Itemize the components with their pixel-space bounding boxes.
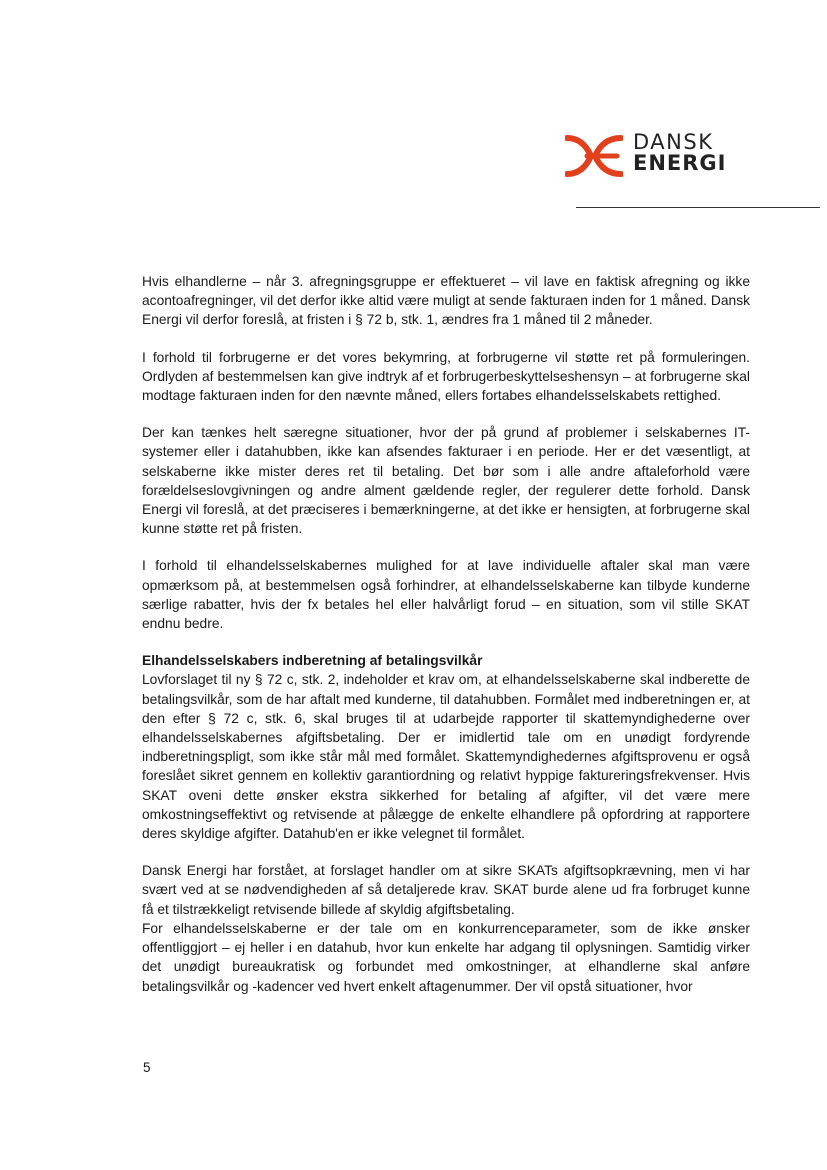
logo-wordmark <box>633 132 727 174</box>
document-body <box>142 272 750 1014</box>
paragraph-konkurrenceparameter: For elhandelsselskaberne er der tale om en konkurrenceparameter, som de ikke ønsker offentliggjort – ej heller i en datahub, hvor kun enkelte har adgang til oplysningen. Samtidig virker det unødigt bureaukratisk og forbundet med omkostninger, at elhandlerne skal anføre betalingsvilkår og -kadencer ved hvert enkelt aftagenummer. Der vil opstå situationer, hvor <box>142 920 750 994</box>
section-heading-indberetning: Elhandelsselskabers indberetning af betalingsvilkår <box>142 653 483 669</box>
page-number: 5 <box>143 1060 151 1075</box>
paragraph-afregning-frist: Hvis elhandlerne – når 3. afregningsgruppe er effektueret – vil lave en faktisk afregning og ikke acontoafregninger, vil det derfor ikke altid være muligt at sende fakturaen inden for 1 måned. Dansk Energi vil derfor foreslå, at fristen i § 72 b, stk. 1, ændres fra 1 måned til 2 måneder. <box>142 274 750 328</box>
logo-line-dansk: DANSK <box>633 130 714 154</box>
paragraph-lovforslag: Lovforslaget til ny § 72 c, stk. 2, indeholder et krav om, at elhandelsselskaberne skal indberette de betalingsvilkår, som de har aftalt med kunderne, til datahubben. Formålet med indberetningen er, at den efter § 72 c, stk. 6, skal bruges til at udarbejde rapporter til skattemyndighederne over elhandelsselskabernes afgiftsbetaling. Der er imidlertid tale om en unødigt fordyrende indberetningspligt, som ikke står mål med formålet. Skattemyndighedernes afgiftsprovenu er også foreslået sikret gennem en kollektiv garantiordning og relativt hyppige faktureringsfrekvenser. Hvis SKAT oveni dette ønsker ekstra sikkerhed for betaling af afgifter, vil det være mere omkostningseffektivt og retvisende at pålægge de enkelte elhandlere på opfordring at rapportere deres skyldige afgifter. Datahub'en er ikke velegnet til formålet. <box>142 672 750 842</box>
header-rule <box>576 207 820 208</box>
dansk-energi-logo-mark-icon <box>565 134 623 178</box>
paragraph-skat-afgiftsopkraevning: Dansk Energi har forstået, at forslaget handler om at sikre SKATs afgiftsopkrævning, men vi har svært ved at se nødvendigheden af så detaljerede krav. SKAT burde alene ud fra forbruget kunne få et tilstrækkeligt retvisende billede af skyldig afgiftsbetaling. <box>142 863 750 917</box>
dansk-energi-logo <box>565 132 725 182</box>
logo-line-energi: ENERGI <box>633 151 727 175</box>
paragraph-saeregne-situationer: Der kan tænkes helt særegne situationer, hvor der på grund af problemer i selskabernes IT-systemer eller i datahubben, ikke kan afsendes fakturaer i en periode. Her er det væsentligt, at selskaberne ikke mister deres ret til betaling. Det bør som i alle andre aftaleforhold være forældelseslovgivningen og andre alment gældende regler, der regulerer dette forhold. Dansk Energi vil foreslå, at det præciseres i bemærkningerne, at det ikke er hensigten, at forbrugerne skal kunne støtte ret på fristen. <box>142 425 750 537</box>
paragraph-forbruger-bekymring: I forhold til forbrugerne er det vores bekymring, at forbrugerne vil støtte ret på formuleringen. Ordlyden af bestemmelsen kan give indtryk af et forbrugerbeskyttelseshensyn – at forbrugerne skal modtage fakturaen inden for den nævnte måned, ellers fortabes elhandelsselskabets rettighed. <box>142 349 750 404</box>
paragraph-individuelle-aftaler: I forhold til elhandelsselskabernes mulighed for at lave individuelle aftaler skal man være opmærksom på, at bestemmelsen også forhindrer, at elhandelsselskaberne kan tilbyde kunderne særlige rabatter, hvis der fx betales hel eller halvårligt forud – en situation, som vil stille SKAT endnu bedre. <box>142 558 750 632</box>
